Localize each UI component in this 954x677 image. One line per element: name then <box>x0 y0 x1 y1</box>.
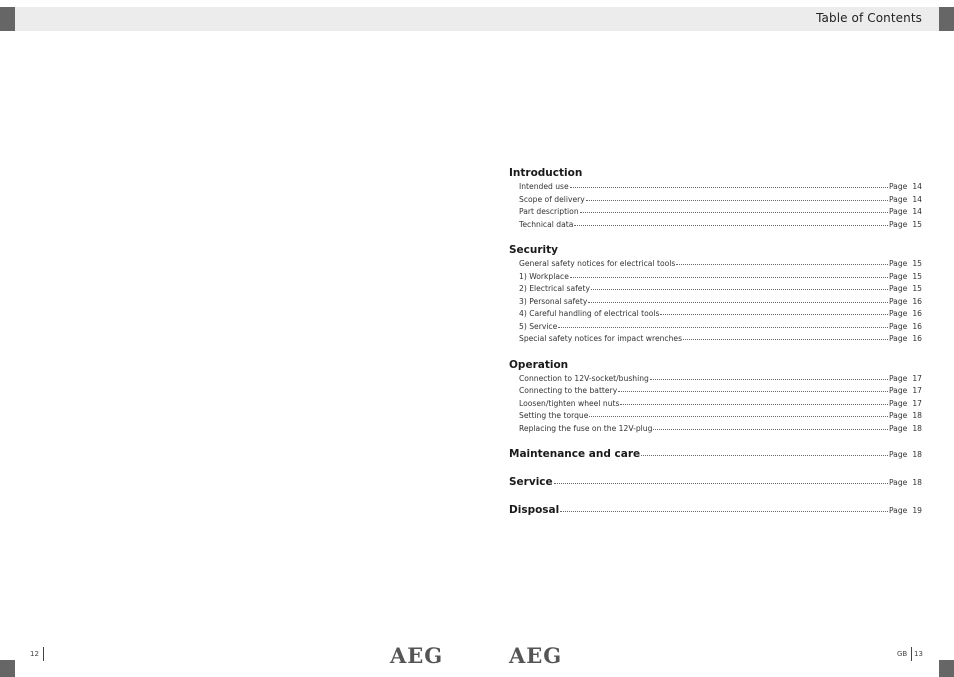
toc-entry-page <box>889 194 922 207</box>
toc-entry-page <box>889 503 922 519</box>
toc-leader-dots <box>560 511 888 512</box>
toc-page-number: 18 <box>912 423 922 433</box>
toc-leader-dots <box>660 314 888 315</box>
toc-entry[interactable] <box>519 194 922 207</box>
toc-entry-page <box>889 333 922 346</box>
toc-leader-dots <box>589 416 888 417</box>
toc-leader-dots <box>620 404 888 405</box>
toc-page-word: Page <box>888 194 908 204</box>
toc-entry-page <box>889 398 922 411</box>
toc-page-word: Page <box>888 506 908 515</box>
toc-entry-label: 4) Careful handling of electrical tools <box>519 309 660 318</box>
toc-entry-page <box>889 308 922 321</box>
toc-entry-label: Intended use <box>519 182 569 191</box>
toc-entry-page <box>889 475 922 491</box>
toc-section-title <box>509 165 922 181</box>
toc-leader-dots <box>650 379 888 380</box>
toc-entry-label: Technical data <box>519 219 574 229</box>
toc-page-word: Page <box>888 398 908 408</box>
toc-entry-label: General safety notices for electrical tools <box>519 259 676 268</box>
toc-section-operation <box>509 357 922 436</box>
toc-entry[interactable] <box>519 283 922 296</box>
toc-section-introduction <box>509 165 922 231</box>
toc-entry[interactable] <box>519 219 922 232</box>
toc-page-word: Page <box>888 284 908 293</box>
toc-page-number: 16 <box>912 321 922 331</box>
toc-page-number: 16 <box>912 334 922 343</box>
toc-page-number: 15 <box>912 259 922 268</box>
toc-entry[interactable] <box>519 321 922 334</box>
toc-section-title-text: Disposal <box>509 504 560 516</box>
toc-section-title-text: Operation <box>509 358 569 371</box>
footer-divider-left <box>43 647 44 661</box>
toc-entry[interactable] <box>519 410 922 423</box>
toc-page-word: Page <box>888 207 908 216</box>
toc-section-title <box>509 446 922 463</box>
corner-mark-top-right <box>939 7 954 31</box>
toc-page-word: Page <box>888 219 908 229</box>
toc-section-title-text: Security <box>509 244 559 256</box>
toc-leader-dots <box>683 339 888 340</box>
corner-mark-bottom-right <box>939 660 954 677</box>
toc-page-word: Page <box>888 478 908 487</box>
toc-entry-page <box>889 447 922 463</box>
toc-page-number: 19 <box>912 506 922 515</box>
toc-page-number: 18 <box>912 411 922 420</box>
toc-section-title <box>509 357 922 373</box>
toc-leader-dots <box>580 212 888 213</box>
table-of-contents <box>509 165 922 530</box>
corner-mark-bottom-left <box>0 660 15 677</box>
header-band <box>15 7 939 31</box>
toc-page-word: Page <box>888 423 908 433</box>
toc-entry[interactable] <box>519 258 922 271</box>
toc-entry-page <box>889 271 922 284</box>
toc-section-title-text: Service <box>509 476 553 488</box>
toc-page-word: Page <box>888 386 908 395</box>
toc-leader-dots <box>588 302 888 303</box>
toc-leader-dots <box>554 483 888 484</box>
toc-entry-label: Connection to 12V-socket/bushing <box>519 373 649 383</box>
toc-page-number: 18 <box>912 478 922 487</box>
toc-page-number: 17 <box>912 398 922 408</box>
toc-page-word: Page <box>888 259 908 268</box>
toc-entries <box>509 258 922 346</box>
toc-section-title-text: Introduction <box>509 167 583 179</box>
toc-section-service[interactable] <box>509 474 922 491</box>
toc-entry[interactable] <box>519 206 922 219</box>
toc-entries <box>509 373 922 436</box>
toc-leader-dots <box>641 455 888 456</box>
toc-entry-page <box>889 181 922 194</box>
toc-page-number: 18 <box>912 450 922 459</box>
toc-leader-dots <box>570 277 888 278</box>
toc-entry-page <box>889 423 922 436</box>
toc-entry-page <box>889 219 922 232</box>
toc-page-number: 14 <box>912 207 922 216</box>
toc-entry-page <box>889 410 922 423</box>
toc-page-word: Page <box>888 411 908 420</box>
toc-page-number: 15 <box>912 219 922 229</box>
toc-page-number: 15 <box>912 271 922 281</box>
toc-page-number: 15 <box>912 284 922 293</box>
toc-page-number: 14 <box>912 194 922 204</box>
corner-mark-top-left <box>0 7 15 31</box>
toc-entries <box>509 181 922 231</box>
toc-section-maintenance[interactable] <box>509 446 922 463</box>
toc-entry[interactable] <box>519 271 922 284</box>
toc-page-number: 16 <box>912 296 922 306</box>
toc-entry-label: Scope of delivery <box>519 194 585 204</box>
toc-page-word: Page <box>888 296 908 306</box>
toc-entry-page <box>889 373 922 386</box>
page-title: Table of Contents <box>816 11 922 25</box>
toc-entry-label: 1) Workplace <box>519 271 569 281</box>
toc-page-word: Page <box>888 182 908 191</box>
toc-entry[interactable] <box>519 181 922 194</box>
toc-leader-dots <box>574 225 888 226</box>
language-code: GB <box>897 650 908 658</box>
toc-entry-page <box>889 206 922 219</box>
toc-page-word: Page <box>888 309 908 318</box>
toc-section-title <box>509 242 922 258</box>
toc-entry-label: 2) Electrical safety <box>519 284 590 293</box>
toc-entry[interactable] <box>519 308 922 321</box>
toc-leader-dots <box>591 289 888 290</box>
toc-section-security <box>509 242 922 346</box>
toc-entry-page <box>889 258 922 271</box>
aeg-logo-left: AEG <box>390 643 444 668</box>
toc-leader-dots <box>676 264 888 265</box>
toc-leader-dots <box>618 391 888 392</box>
toc-page-number: 17 <box>912 386 922 395</box>
toc-entry-label: 5) Service <box>519 321 558 331</box>
page-number-right: 13 <box>914 650 923 658</box>
toc-entry-label: Loosen/tighten wheel nuts <box>519 398 620 408</box>
toc-page-number: 17 <box>912 373 922 383</box>
toc-leader-dots <box>586 200 888 201</box>
toc-entry-label: Special safety notices for impact wrenches <box>519 334 683 343</box>
toc-page-number: 16 <box>912 309 922 318</box>
toc-entry-label: 3) Personal safety <box>519 296 588 306</box>
toc-entry-page <box>889 321 922 334</box>
toc-section-title <box>509 502 922 519</box>
toc-section-title-text: Maintenance and care <box>509 448 641 460</box>
page-number-left: 12 <box>30 650 39 658</box>
toc-page-word: Page <box>888 450 908 459</box>
toc-page-word: Page <box>888 373 908 383</box>
toc-entry[interactable] <box>519 333 922 346</box>
toc-entry[interactable] <box>519 385 922 398</box>
toc-leader-dots <box>653 429 888 430</box>
toc-section-title <box>509 474 922 491</box>
toc-leader-dots <box>570 187 888 188</box>
toc-page-number: 14 <box>912 182 922 191</box>
toc-entry-label: Setting the torque <box>519 411 589 420</box>
toc-leader-dots <box>558 327 888 328</box>
toc-entry[interactable] <box>519 398 922 411</box>
toc-section-disposal[interactable] <box>509 502 922 519</box>
footer-divider-right <box>911 647 912 661</box>
toc-entry-label: Part description <box>519 207 579 216</box>
toc-page-word: Page <box>888 321 908 331</box>
toc-entry-label: Replacing the fuse on the 12V-plug <box>519 423 653 433</box>
toc-entry-label: Connecting to the battery <box>519 386 618 395</box>
toc-entry[interactable] <box>519 423 922 436</box>
toc-entry-page <box>889 385 922 398</box>
toc-entry-page <box>889 283 922 296</box>
toc-entry-page <box>889 296 922 309</box>
toc-entry[interactable] <box>519 373 922 386</box>
toc-page-word: Page <box>888 334 908 343</box>
aeg-logo-right: AEG <box>509 643 563 668</box>
toc-entry[interactable] <box>519 296 922 309</box>
toc-page-word: Page <box>888 271 908 281</box>
